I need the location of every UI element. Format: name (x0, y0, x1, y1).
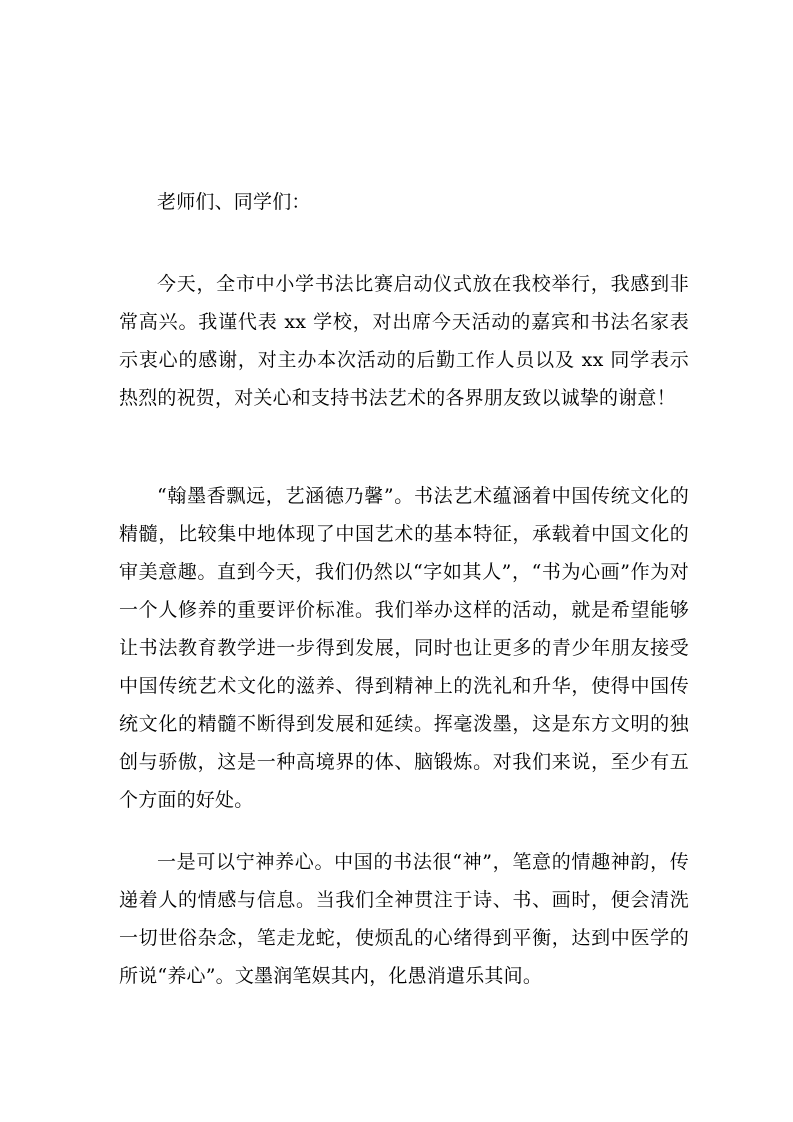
paragraph-opening: 今天，全市中小学书法比赛启动仪式放在我校举行，我感到非常高兴。我谨代表 xx 学校，对出席今天活动的嘉宾和书法名家表示衷心的感谢，对主办本次活动的后勤工作人员以及 xx 同学表示热烈的祝贺，对关心和支持书法艺术的各界朋友致以诚挚的谢意！ (119, 273, 689, 409)
salutation: 老师们、同学们： (157, 191, 311, 213)
paragraph-benefit-one: 一是可以宁神养心。中国的书法很“神”，笔意的情趣神韵，传递着人的情感与信息。当我们全神贯注于诗、书、画时，便会清洗一切世俗杂念，笔走龙蛇，使烦乱的心绪得到平衡，达到中医学的所说“养心”。文墨润笔娱其内，化愚消遣乐其间。 (119, 851, 689, 987)
paragraph-calligraphy-art: “翰墨香飘远，艺涵德乃馨”。书法艺术蕴涵着中国传统文化的精髓，比较集中地体现了中国艺术的基本特征，承载着中国文化的审美意趣。直到今天，我们仍然以“字如其人”，“书为心画”作为对一个人修养的重要评价标准。我们举办这样的活动，就是希望能够让书法教育教学进一步得到发展，同时也让更多的青少年朋友接受中国传统艺术文化的滋养、得到精神上的洗礼和升华，使得中国传统文化的精髓不断得到发展和延续。挥毫泼墨，这是东方文明的独创与骄傲，这是一种高境界的体、脑锻炼。对我们来说，至少有五个方面的好处。 (119, 485, 689, 811)
